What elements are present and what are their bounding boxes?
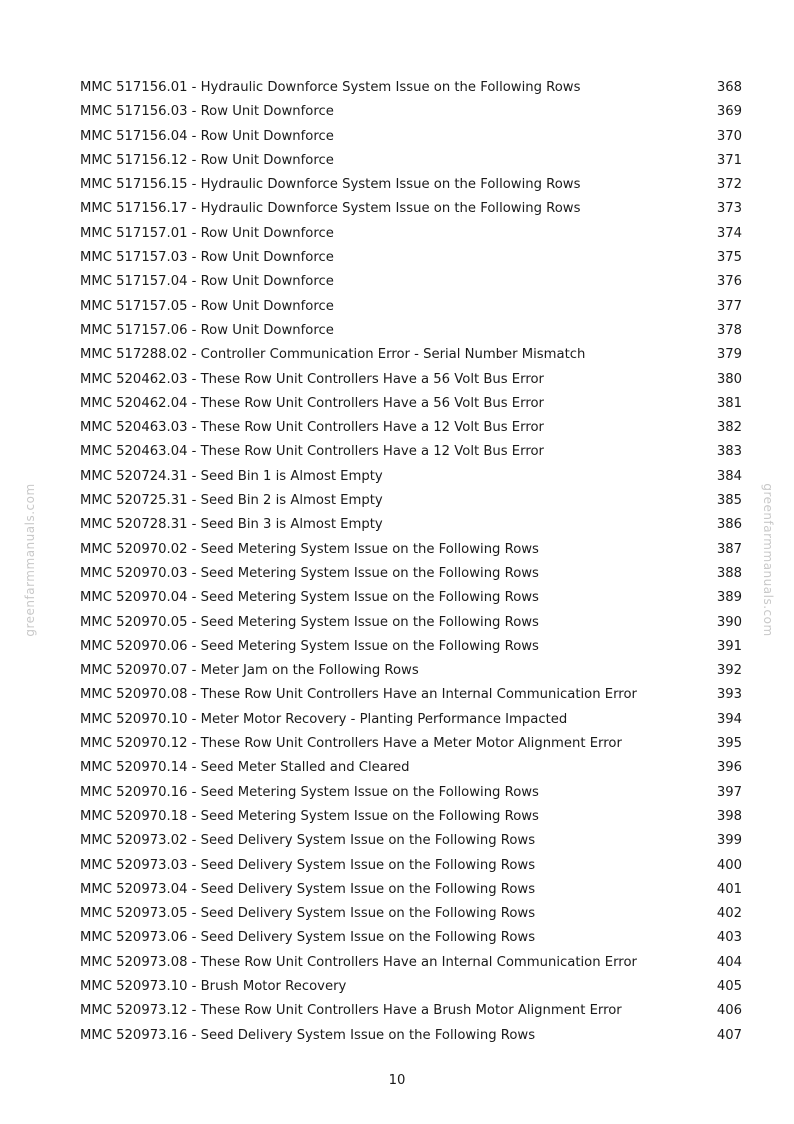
toc-entry[interactable] bbox=[80, 975, 742, 999]
toc-entry[interactable] bbox=[80, 708, 742, 732]
toc-entry[interactable] bbox=[80, 756, 742, 780]
toc-entry-title: MMC 520728.31 - Seed Bin 3 is Almost Empty bbox=[80, 517, 383, 533]
toc-entry-page: 391 bbox=[716, 638, 742, 654]
toc-entry-page: 404 bbox=[716, 954, 742, 970]
toc-entry-page: 394 bbox=[716, 711, 742, 727]
toc-entry-title: MMC 520970.06 - Seed Metering System Issue on the Following Rows bbox=[80, 638, 539, 654]
toc-entry-page: 372 bbox=[716, 177, 742, 193]
toc-entry-page: 392 bbox=[716, 663, 742, 679]
toc-entry-page: 384 bbox=[716, 468, 742, 484]
toc-entry-page: 400 bbox=[716, 857, 742, 873]
toc-entry-title: MMC 520970.18 - Seed Metering System Issue on the Following Rows bbox=[80, 808, 539, 824]
toc-entry[interactable] bbox=[80, 295, 742, 319]
toc-entry-title: MMC 520973.03 - Seed Delivery System Issue on the Following Rows bbox=[80, 857, 536, 873]
toc-entry[interactable] bbox=[80, 732, 742, 756]
toc-entry-title: MMC 520970.03 - Seed Metering System Issue on the Following Rows bbox=[80, 565, 539, 581]
toc-entry-title: MMC 520970.07 - Meter Jam on the Following Rows bbox=[80, 663, 419, 679]
toc-entry[interactable] bbox=[80, 489, 742, 513]
toc-entry[interactable] bbox=[80, 635, 742, 659]
toc-entry[interactable] bbox=[80, 829, 742, 853]
toc-entry[interactable] bbox=[80, 805, 742, 829]
toc-entry-title: MMC 517157.05 - Row Unit Downforce bbox=[80, 298, 334, 314]
toc-entry-page: 397 bbox=[716, 784, 742, 800]
toc-entry[interactable] bbox=[80, 465, 742, 489]
toc-entry-title: MMC 517157.03 - Row Unit Downforce bbox=[80, 250, 334, 266]
toc-entry[interactable] bbox=[80, 1024, 742, 1048]
toc-entry[interactable] bbox=[80, 76, 742, 100]
toc-entry-title: MMC 520970.10 - Meter Motor Recovery - Planting Performance Impacted bbox=[80, 711, 568, 727]
toc-entry[interactable] bbox=[80, 125, 742, 149]
toc-entry-title: MMC 520970.08 - These Row Unit Controllers Have an Internal Communication Error bbox=[80, 687, 637, 703]
toc-entry-title: MMC 520973.12 - These Row Unit Controllers Have a Brush Motor Alignment Error bbox=[80, 1003, 622, 1019]
toc-entry-page: 388 bbox=[716, 565, 742, 581]
toc-entry-page: 375 bbox=[716, 250, 742, 266]
toc-entry-page: 399 bbox=[716, 833, 742, 849]
toc-entry[interactable] bbox=[80, 197, 742, 221]
toc-entry[interactable] bbox=[80, 683, 742, 707]
toc-entry-page: 377 bbox=[716, 298, 742, 314]
toc-entry[interactable] bbox=[80, 562, 742, 586]
toc-entry-title: MMC 520973.08 - These Row Unit Controllers Have an Internal Communication Error bbox=[80, 954, 637, 970]
toc-entry[interactable] bbox=[80, 586, 742, 610]
toc-entry-page: 374 bbox=[716, 225, 742, 241]
toc-entry-title: MMC 520973.06 - Seed Delivery System Issue on the Following Rows bbox=[80, 930, 536, 946]
toc-entry[interactable] bbox=[80, 902, 742, 926]
toc-entry-title: MMC 520970.05 - Seed Metering System Issue on the Following Rows bbox=[80, 614, 539, 630]
toc-entry[interactable] bbox=[80, 246, 742, 270]
toc-entry-title: MMC 520973.16 - Seed Delivery System Issue on the Following Rows bbox=[80, 1027, 536, 1043]
toc-entry-page: 395 bbox=[716, 736, 742, 752]
toc-entry[interactable] bbox=[80, 343, 742, 367]
toc-entry-page: 389 bbox=[716, 590, 742, 606]
toc-entry-page: 407 bbox=[716, 1027, 742, 1043]
toc-entry-page: 393 bbox=[716, 687, 742, 703]
toc-entry[interactable] bbox=[80, 319, 742, 343]
toc-entry-title: MMC 517157.06 - Row Unit Downforce bbox=[80, 322, 334, 338]
toc-entry-title: MMC 520725.31 - Seed Bin 2 is Almost Empty bbox=[80, 493, 383, 509]
page-number: 10 bbox=[388, 1073, 406, 1088]
toc-entry[interactable] bbox=[80, 999, 742, 1023]
toc-entry-page: 380 bbox=[716, 371, 742, 387]
toc-entry-page: 373 bbox=[716, 201, 742, 217]
toc-entry-title: MMC 517157.04 - Row Unit Downforce bbox=[80, 274, 334, 290]
toc-entry[interactable] bbox=[80, 392, 742, 416]
toc-entry-title: MMC 520462.03 - These Row Unit Controllers Have a 56 Volt Bus Error bbox=[80, 371, 544, 387]
toc-entry-page: 378 bbox=[716, 322, 742, 338]
toc-entry[interactable] bbox=[80, 854, 742, 878]
toc-entry-page: 379 bbox=[716, 347, 742, 363]
toc-entry-page: 405 bbox=[716, 978, 742, 994]
toc-entry-title: MMC 517288.02 - Controller Communication Error - Serial Number Mismatch bbox=[80, 347, 586, 363]
toc-entry[interactable] bbox=[80, 538, 742, 562]
watermark-left: greenfarmmanuals.com bbox=[23, 483, 37, 637]
toc-entry-title: MMC 520463.04 - These Row Unit Controllers Have a 12 Volt Bus Error bbox=[80, 444, 544, 460]
toc-entry[interactable] bbox=[80, 878, 742, 902]
toc-entry-page: 385 bbox=[716, 493, 742, 509]
toc-entry-title: MMC 520970.04 - Seed Metering System Issue on the Following Rows bbox=[80, 590, 539, 606]
toc-entry-title: MMC 520724.31 - Seed Bin 1 is Almost Empty bbox=[80, 468, 383, 484]
toc-entry[interactable] bbox=[80, 781, 742, 805]
toc-entry-title: MMC 517156.03 - Row Unit Downforce bbox=[80, 104, 334, 120]
table-of-contents bbox=[80, 76, 742, 1048]
toc-entry-page: 396 bbox=[716, 760, 742, 776]
toc-entry-title: MMC 520973.02 - Seed Delivery System Issue on the Following Rows bbox=[80, 833, 536, 849]
toc-entry-title: MMC 520973.04 - Seed Delivery System Issue on the Following Rows bbox=[80, 881, 536, 897]
toc-entry-page: 368 bbox=[716, 80, 742, 95]
toc-entry-page: 402 bbox=[716, 906, 742, 922]
toc-entry-title: MMC 517156.15 - Hydraulic Downforce System Issue on the Following Rows bbox=[80, 177, 581, 193]
toc-entry-page: 387 bbox=[716, 541, 742, 557]
toc-entry-page: 383 bbox=[716, 444, 742, 460]
toc-entry-title: MMC 520462.04 - These Row Unit Controllers Have a 56 Volt Bus Error bbox=[80, 395, 544, 411]
toc-entry[interactable] bbox=[80, 951, 742, 975]
toc-entry-page: 386 bbox=[716, 517, 742, 533]
toc-entry-title: MMC 517156.12 - Row Unit Downforce bbox=[80, 152, 334, 168]
toc-entry-page: 376 bbox=[716, 274, 742, 290]
toc-entry[interactable] bbox=[80, 416, 742, 440]
toc-entry-page: 398 bbox=[716, 808, 742, 824]
toc-entry-page: 369 bbox=[716, 104, 742, 120]
toc-entry-page: 382 bbox=[716, 420, 742, 436]
toc-entry-title: MMC 520970.14 - Seed Meter Stalled and Cleared bbox=[80, 760, 410, 776]
toc-entry-page: 403 bbox=[716, 930, 742, 946]
toc-entry[interactable] bbox=[80, 611, 742, 635]
toc-entry[interactable] bbox=[80, 440, 742, 464]
toc-entry-page: 390 bbox=[716, 614, 742, 630]
toc-entry[interactable] bbox=[80, 149, 742, 173]
toc-entry-title: MMC 517156.17 - Hydraulic Downforce System Issue on the Following Rows bbox=[80, 201, 581, 217]
watermark-right: greenfarmmanuals.com bbox=[761, 483, 775, 637]
toc-entry-title: MMC 520973.10 - Brush Motor Recovery bbox=[80, 978, 347, 994]
toc-entry[interactable] bbox=[80, 222, 742, 246]
toc-entry-title: MMC 517157.01 - Row Unit Downforce bbox=[80, 225, 334, 241]
toc-entry-title: MMC 520970.02 - Seed Metering System Issue on the Following Rows bbox=[80, 541, 539, 557]
toc-entry[interactable] bbox=[80, 173, 742, 197]
toc-entry-title: MMC 517156.01 - Hydraulic Downforce System Issue on the Following Rows bbox=[80, 80, 581, 95]
toc-entry[interactable] bbox=[80, 659, 742, 683]
toc-entry[interactable] bbox=[80, 100, 742, 124]
toc-entry[interactable] bbox=[80, 926, 742, 950]
toc-entry[interactable] bbox=[80, 270, 742, 294]
toc-entry-title: MMC 517156.04 - Row Unit Downforce bbox=[80, 128, 334, 144]
toc-entry[interactable] bbox=[80, 513, 742, 537]
toc-entry-title: MMC 520970.16 - Seed Metering System Issue on the Following Rows bbox=[80, 784, 539, 800]
toc-entry-page: 371 bbox=[716, 152, 742, 168]
toc-entry-title: MMC 520973.05 - Seed Delivery System Issue on the Following Rows bbox=[80, 906, 536, 922]
toc-entry-page: 381 bbox=[716, 395, 742, 411]
toc-entry-page: 401 bbox=[716, 881, 742, 897]
toc-entry-title: MMC 520463.03 - These Row Unit Controllers Have a 12 Volt Bus Error bbox=[80, 420, 544, 436]
toc-entry-page: 370 bbox=[716, 128, 742, 144]
toc-entry-page: 406 bbox=[716, 1003, 742, 1019]
toc-entry-title: MMC 520970.12 - These Row Unit Controllers Have a Meter Motor Alignment Error bbox=[80, 736, 622, 752]
toc-entry[interactable] bbox=[80, 368, 742, 392]
